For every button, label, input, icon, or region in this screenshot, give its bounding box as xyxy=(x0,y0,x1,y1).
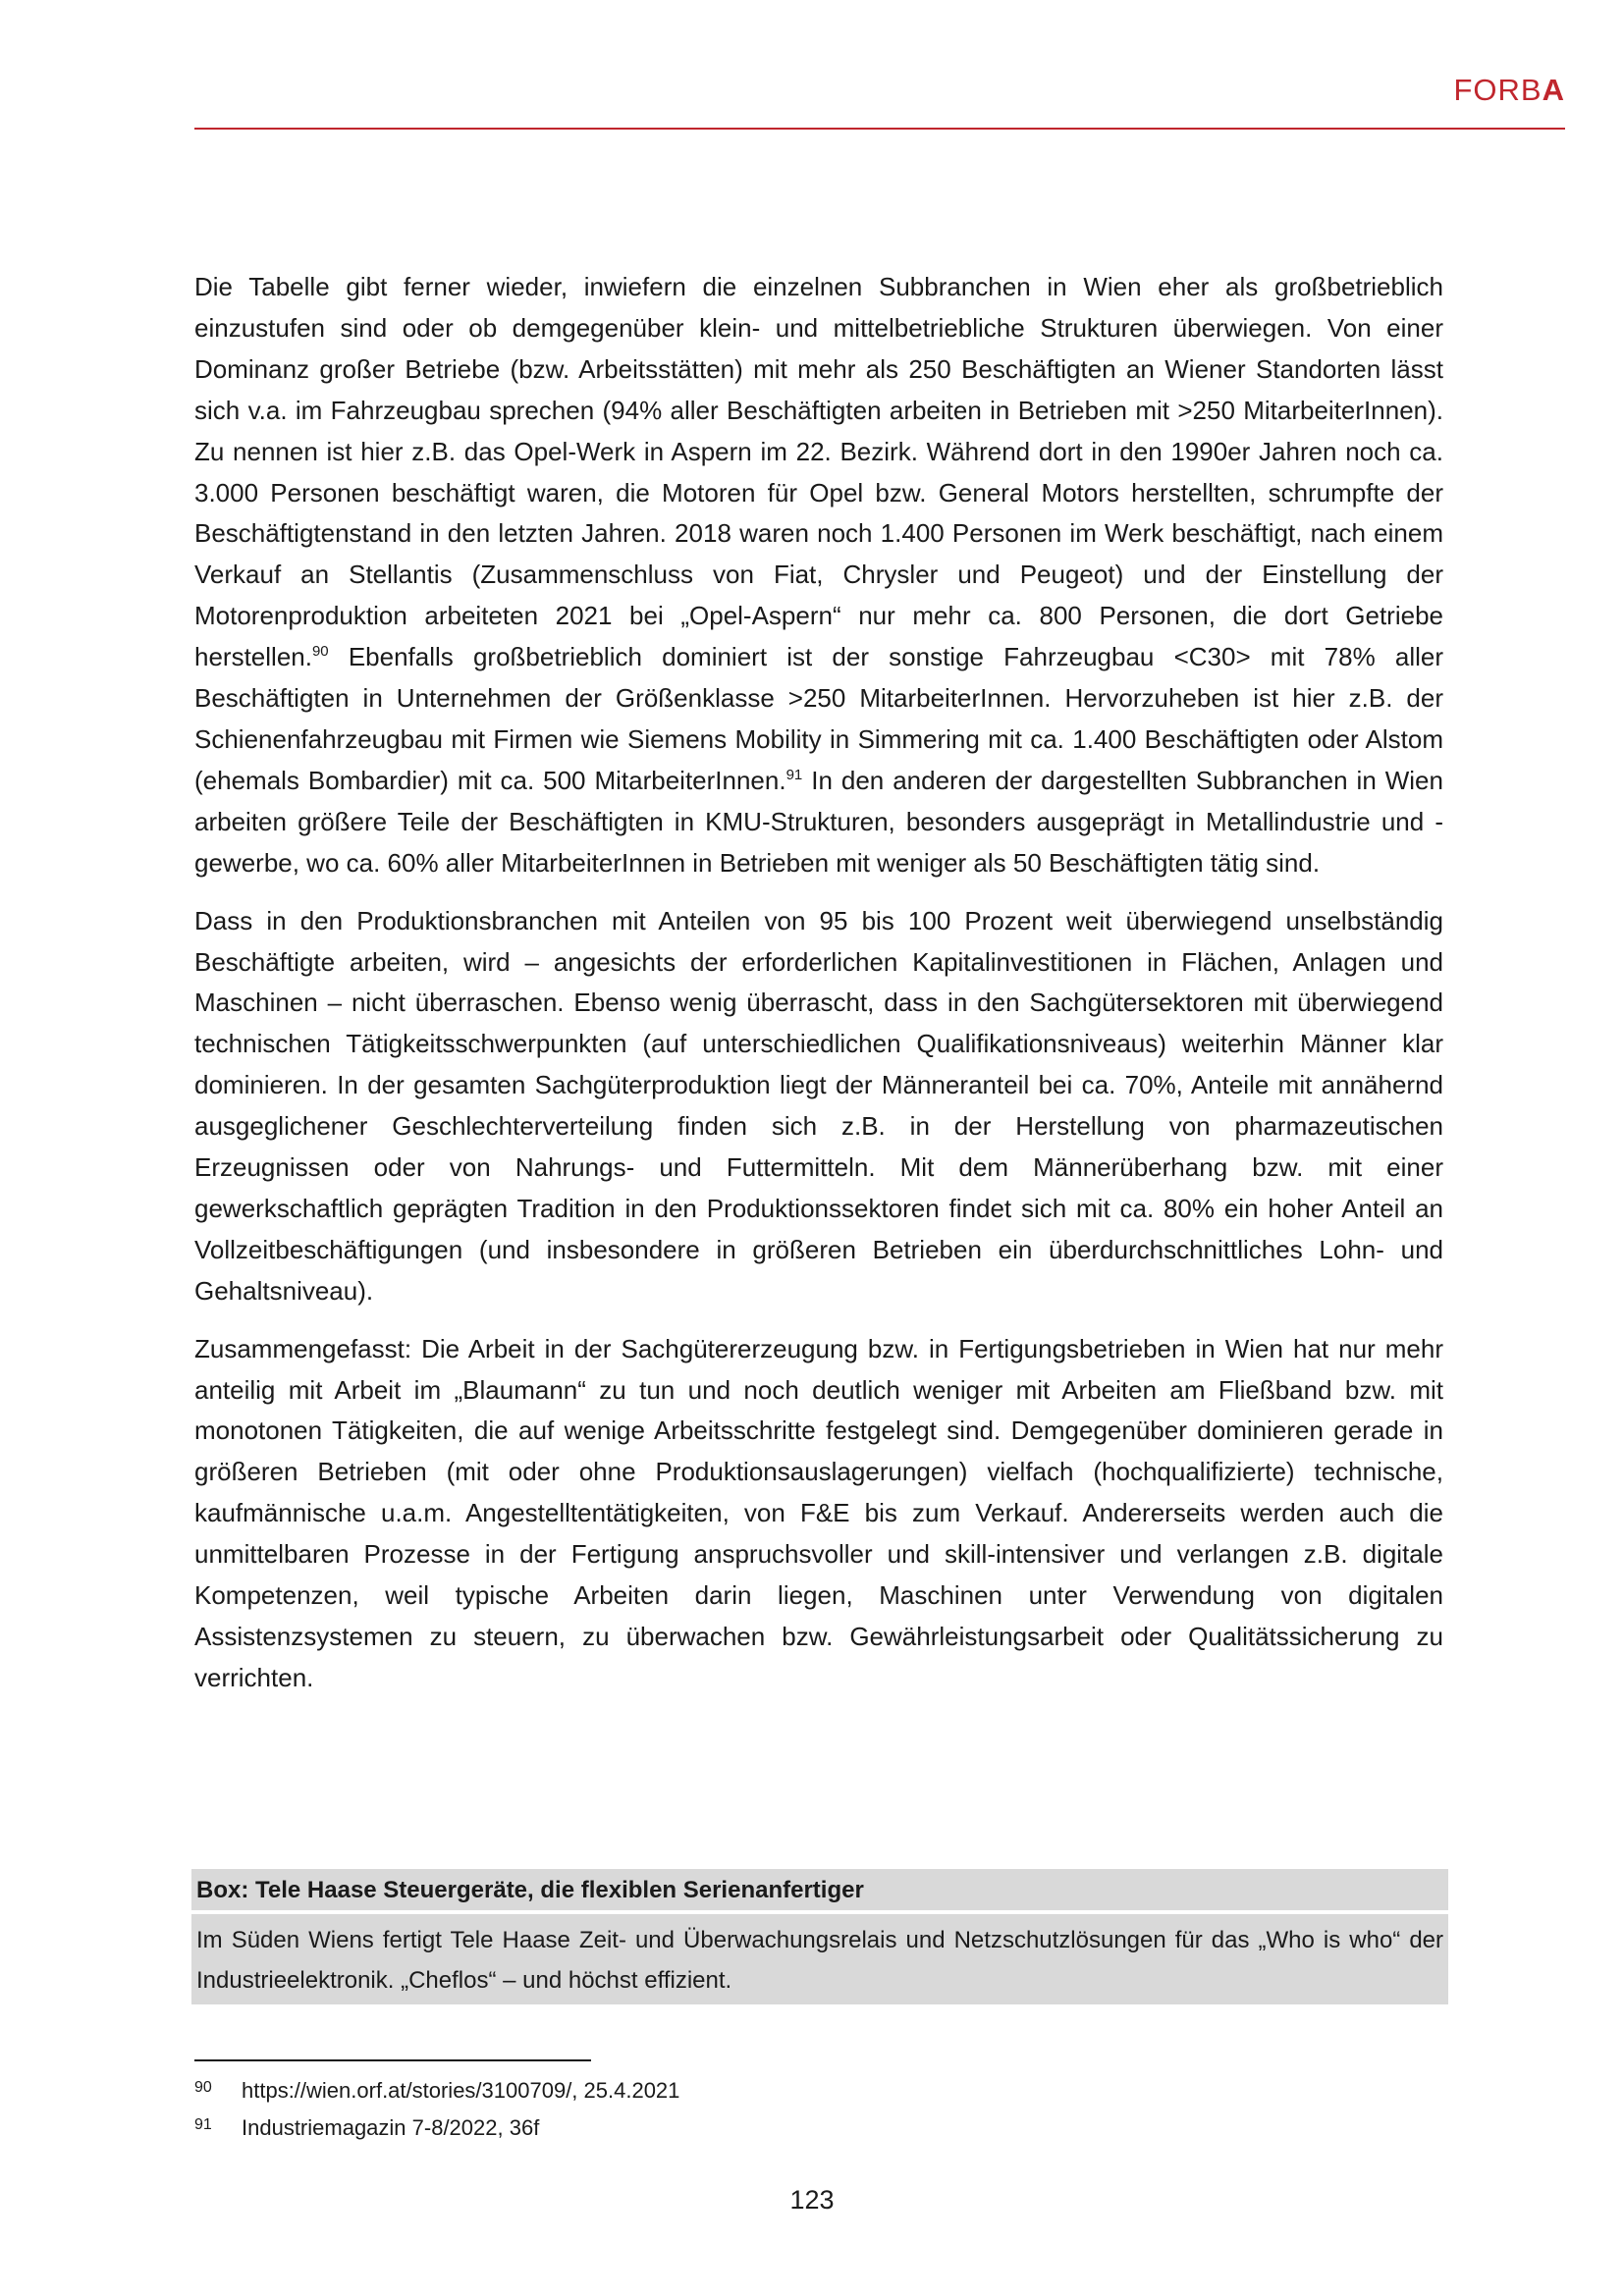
paragraph-1-part-b: Ebenfalls großbetrieblich dominiert ist der sonstige Fahrzeugbau <C30> mit 78% aller Beschäftigten in Unternehmen der Größenklasse >250 MitarbeiterInnen. Hervorzuheben ist hier z.B. der Schienenfahrzeugbau mit Firmen wie Siemens Mobility in Simmering mit ca. 1.400 Beschäftigten oder Alstom (ehemals Bombardier) mit ca. 500 MitarbeiterInnen. xyxy=(194,642,1443,795)
footnote-ref-90[interactable]: 90 xyxy=(311,643,329,661)
footnote-90 xyxy=(194,2073,679,2106)
logo-text-regular: FORB xyxy=(1453,73,1543,107)
page-number: 123 xyxy=(789,2185,835,2215)
footnote-rule xyxy=(194,2059,591,2061)
box-title: Box: Tele Haase Steuergeräte, die flexiblen Serienanfertiger xyxy=(196,1877,864,1903)
footnote-text: Industriemagazin 7-8/2022, 36f xyxy=(242,2115,540,2140)
footnote-number: 91 xyxy=(194,2116,212,2133)
box-text: Im Süden Wiens fertigt Tele Haase Zeit- und Überwachungsrelais und Netzschutzlösungen für das „Who is who“ der Industrieelektronik. „Cheflos“ – und höchst effizient. xyxy=(196,1927,1443,1994)
paragraph-3: Zusammengefasst: Die Arbeit in der Sachgütererzeugung bzw. in Fertigungsbetrieben in Wien hat nur mehr anteilig mit Arbeit im „Blaumann“ zu tun und noch deutlich weniger mit Arbeiten am Fließband bzw. mit monotonen Tätigkeiten, die auf wenige Arbeitsschritte festgelegt sind. Demgegenüber dominieren gerade in größeren Betrieben (mit oder ohne Produktionsauslagerungen) vielfach (hochqualifizierte) technische, kaufmännische u.a.m. Angestelltentätigkeiten, von F&E bis zum Verkauf. Andererseits werden auch die unmittelbaren Prozesse in der Fertigung anspruchsvoller und skill-intensiver und verlangen z.B. digitale Kompetenzen, weil typische Arbeiten darin liegen, Maschinen unter Verwendung von digitalen Assistenzsystemen zu steuern, zu überwachen bzw. Gewährleistungsarbeit oder Qualitätssicherung zu verrichten. xyxy=(194,1333,1443,1692)
paragraph-2: Dass in den Produktionsbranchen mit Anteilen von 95 bis 100 Prozent weit überwiegend unselbständig Beschäftigte arbeiten, wird – angesichts der erforderlichen Kapitalinvestitionen in Flächen, Anlagen und Maschinen – nicht überraschen. Ebenso wenig überrascht, dass in den Sachgütersektoren mit überwiegend technischen Tätigkeitsschwerpunkten (auf unterschiedlichen Qualifikationsniveaus) weiterhin Männer klar dominieren. In der gesamten Sachgüterproduktion liegt der Männeranteil bei ca. 70%, Anteile mit annähernd ausgeglichener Geschlechterverteilung finden sich z.B. in der Herstellung von pharmazeutischen Erzeugnissen oder von Nahrungs- und Futtermitteln. Mit dem Männerüberhang bzw. mit einer gewerkschaftlich geprägten Tradition in den Produktionssektoren findet sich mit ca. 80% ein hoher Anteil an Vollzeitbeschäftigungen (und insbesondere in größeren Betrieben ein überdurchschnittliches Lohn- und Gehaltsniveau). xyxy=(194,905,1443,1306)
footnote-ref-91[interactable]: 91 xyxy=(785,766,803,783)
paragraph-1-part-c: In den anderen der dargestellten Subbranchen in Wien arbeiten größere Teile der Beschäftigten in KMU-Strukturen, besonders ausgeprägt in Metallindustrie und -gewerbe, wo ca. 60% aller MitarbeiterInnen in Betrieben mit weniger als 50 Beschäftigten tätig sind. xyxy=(194,765,1443,878)
logo-text-bold: A xyxy=(1542,73,1565,107)
info-box xyxy=(191,1869,1448,2004)
footnote-number: 90 xyxy=(194,2079,212,2096)
forba-logo xyxy=(1453,73,1565,108)
paragraph-1-part-a: Die Tabelle gibt ferner wieder, inwiefern die einzelnen Subbranchen in Wien eher als großbetrieblich einzustufen sind oder ob demgegenüber klein- und mittelbetriebliche Strukturen überwiegen. Von einer Dominanz großer Betriebe (bzw. Arbeitsstätten) mit mehr als 250 Beschäftigten an Wiener Standorten lässt sich v.a. im Fahrzeugbau sprechen (94% aller Beschäftigten arbeiten in Betrieben mit >250 MitarbeiterInnen). Zu nennen ist hier z.B. das Opel-Werk in Aspern im 22. Bezirk. Während dort in den 1990er Jahren noch ca. 3.000 Personen beschäftigt waren, die Motoren für Opel bzw. General Motors herstellten, schrumpfte der Beschäftigtenstand in den letzten Jahren. 2018 waren noch 1.400 Personen im Werk beschäftigt, nach einem Verkauf an Stellantis (Zusammenschluss von Fiat, Chrysler und Peugeot) und der Einstellung der Motorenproduktion arbeiteten 2021 bei „Opel-Aspern“ nur mehr ca. 800 Personen, die dort Getriebe herstellen. xyxy=(194,272,1443,672)
footnote-text[interactable]: https://wien.orf.at/stories/3100709/, 25.4.2021 xyxy=(242,2078,680,2103)
footnote-91 xyxy=(194,2110,539,2143)
paragraph-1 xyxy=(194,267,1443,884)
body-text xyxy=(194,267,1443,1716)
header-rule xyxy=(194,128,1565,130)
